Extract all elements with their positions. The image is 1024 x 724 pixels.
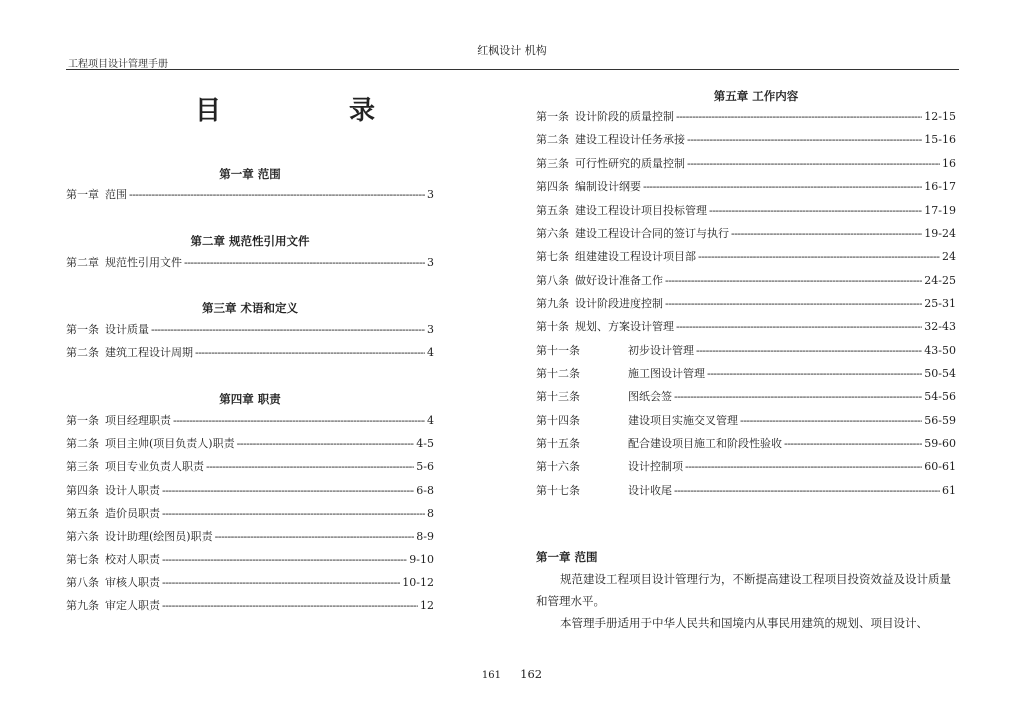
entry-number: 第八条 [66, 576, 99, 589]
entry-page: 8-9 [416, 530, 434, 543]
body-paragraph: 规范建设工程项目设计管理行为，不断提高建设工程项目投资效益及设计质量和管理水平。 [536, 572, 951, 608]
leader-dots [151, 322, 425, 338]
entry-number: 第二章 [66, 256, 99, 269]
toc-entry[interactable] [536, 319, 956, 335]
entry-page: 24-25 [924, 274, 956, 287]
entry-number: 第一章 [66, 188, 99, 201]
entry-number: 第十条 [536, 320, 569, 333]
entry-number: 第八条 [536, 274, 569, 287]
leader-dots [162, 552, 407, 568]
entry-title: 规范性引用文件 [105, 256, 182, 269]
entry-number: 第七条 [536, 250, 569, 263]
entry-page: 12-15 [924, 110, 956, 123]
leader-dots [162, 483, 414, 499]
entry-number: 第九条 [536, 297, 569, 310]
leader-dots [129, 187, 425, 203]
leader-dots [731, 226, 922, 242]
toc-entry[interactable] [66, 552, 434, 568]
chapter-heading: 第二章 规范性引用文件 [190, 234, 310, 248]
entry-number: 第九条 [66, 599, 99, 612]
toc-entry[interactable] [66, 483, 434, 499]
entry-title: 初步设计管理 [628, 344, 694, 357]
entry-page: 4 [427, 346, 434, 359]
entry-title: 组建建设工程设计项目部 [575, 250, 696, 263]
entry-number: 第十一条 [536, 344, 580, 357]
body-paragraph: 本管理手册适用于中华人民共和国境内从事民用建筑的规划、项目设计、 [560, 616, 928, 630]
entry-page: 3 [427, 188, 434, 201]
entry-title: 图纸会签 [628, 390, 672, 403]
entry-number: 第一条 [66, 323, 99, 336]
leader-dots [237, 436, 415, 452]
leader-dots [709, 203, 922, 219]
entry-page: 12 [420, 599, 434, 612]
entry-title: 建设工程设计项目投标管理 [575, 204, 707, 217]
leader-dots [215, 529, 415, 545]
toc-entry[interactable] [66, 413, 434, 429]
entry-number: 第十七条 [536, 484, 580, 497]
leader-dots [643, 179, 922, 195]
toc-entry[interactable] [536, 483, 956, 499]
chapter-heading: 第三章 术语和定义 [201, 301, 298, 315]
toc-heading [150, 90, 420, 127]
toc-entry[interactable] [536, 156, 956, 172]
entry-title: 配合建设项目施工和阶段性验收 [628, 437, 782, 450]
entry-page: 61 [942, 484, 956, 497]
entry-number: 第二条 [536, 133, 569, 146]
leader-dots [676, 109, 922, 125]
leader-dots [665, 273, 922, 289]
leader-dots [707, 366, 922, 382]
entry-title: 做好设计准备工作 [575, 274, 663, 287]
chapter-heading: 第四章 职责 [219, 392, 281, 406]
entry-title: 可行性研究的质量控制 [575, 157, 685, 170]
entry-title: 设计人职责 [105, 484, 160, 497]
leader-dots [685, 459, 922, 475]
entry-title: 审核人职责 [105, 576, 160, 589]
manual-title: 工程项目设计管理手册 [68, 59, 168, 70]
entry-number: 第十四条 [536, 414, 580, 427]
leader-dots [206, 459, 414, 475]
toc-entry[interactable] [536, 226, 956, 242]
toc-entry[interactable] [536, 249, 956, 265]
leader-dots [162, 598, 418, 614]
toc-entry[interactable] [66, 575, 434, 591]
leader-dots [687, 132, 922, 148]
entry-title: 编制设计纲要 [575, 180, 641, 193]
leader-dots [698, 249, 940, 265]
entry-number: 第十五条 [536, 437, 580, 450]
leader-dots [162, 506, 425, 522]
leader-dots [687, 156, 940, 172]
toc-entry[interactable] [536, 203, 956, 219]
toc-entry[interactable] [536, 366, 956, 382]
entry-title: 范围 [105, 188, 127, 201]
entry-page: 59-60 [924, 437, 956, 450]
toc-entry[interactable] [536, 459, 956, 475]
entry-page: 17-19 [924, 204, 956, 217]
toc-entry[interactable] [536, 273, 956, 289]
entry-title: 校对人职责 [105, 553, 160, 566]
entry-page: 10-12 [402, 576, 434, 589]
entry-number: 第五条 [66, 507, 99, 520]
toc-entry[interactable] [536, 179, 956, 195]
entry-number: 第一条 [536, 110, 569, 123]
entry-page: 19-24 [924, 227, 956, 240]
toc-entry[interactable] [536, 413, 956, 429]
toc-entry[interactable] [66, 598, 434, 614]
toc-entry[interactable] [66, 436, 434, 452]
entry-number: 第六条 [536, 227, 569, 240]
leader-dots [696, 343, 922, 359]
toc-entry[interactable] [66, 322, 434, 338]
body-chapter-heading: 第一章 范围 [536, 550, 598, 564]
page-numbers [0, 667, 1024, 681]
entry-page: 5-6 [416, 460, 434, 473]
entry-page: 9-10 [409, 553, 434, 566]
entry-title: 造价员职责 [105, 507, 160, 520]
toc-entry[interactable] [66, 506, 434, 522]
entry-page: 4-5 [416, 437, 434, 450]
toc-entry[interactable] [66, 187, 434, 203]
toc-entry[interactable] [536, 436, 956, 452]
header-rule [66, 69, 959, 70]
entry-title: 项目专业负责人职责 [105, 460, 204, 473]
page-number-right: 162 [520, 667, 543, 681]
entry-number: 第二条 [66, 346, 99, 359]
entry-title: 设计控制项 [628, 460, 683, 473]
leader-dots [665, 296, 922, 312]
entry-number: 第二条 [66, 437, 99, 450]
entry-number: 第四条 [536, 180, 569, 193]
entry-page: 8 [427, 507, 434, 520]
entry-title: 建设工程设计任务承接 [575, 133, 685, 146]
leader-dots [173, 413, 425, 429]
entry-number: 第三条 [536, 157, 569, 170]
entry-page: 6-8 [416, 484, 434, 497]
page-number-left: 161 [481, 670, 501, 681]
toc-entry[interactable] [66, 255, 434, 271]
entry-number: 第五条 [536, 204, 569, 217]
toc-entry[interactable] [536, 296, 956, 312]
chapter-heading: 第五章 工作内容 [713, 89, 799, 103]
entry-number: 第七条 [66, 553, 99, 566]
leader-dots [740, 413, 922, 429]
toc-entry[interactable] [536, 389, 956, 405]
entry-number: 第十三条 [536, 390, 580, 403]
entry-page: 16-17 [924, 180, 956, 193]
entry-page: 54-56 [924, 390, 956, 403]
toc-heading-char-1: 目 [195, 96, 222, 126]
toc-entry[interactable] [66, 529, 434, 545]
entry-title: 设计质量 [105, 323, 149, 336]
entry-page: 3 [427, 256, 434, 269]
entry-title: 施工图设计管理 [628, 367, 705, 380]
toc-entry[interactable] [536, 343, 956, 359]
entry-page: 25-31 [924, 297, 956, 310]
toc-heading-char-2: 录 [348, 96, 375, 126]
entry-page: 43-50 [924, 344, 956, 357]
toc-entry[interactable] [66, 345, 434, 361]
org-name: 红枫设计 机构 [477, 44, 547, 57]
entry-number: 第十二条 [536, 367, 580, 380]
entry-page: 15-16 [924, 133, 956, 146]
toc-entry[interactable] [66, 459, 434, 475]
entry-title: 项目主帅(项目负责人)职责 [105, 437, 235, 450]
entry-page: 56-59 [924, 414, 956, 427]
entry-title: 建设项目实施交叉管理 [628, 414, 738, 427]
entry-title: 规划、方案设计管理 [575, 320, 674, 333]
leader-dots [184, 255, 425, 271]
toc-entry[interactable] [536, 109, 956, 125]
entry-page: 60-61 [924, 460, 956, 473]
entry-page: 3 [427, 323, 434, 336]
entry-title: 审定人职责 [105, 599, 160, 612]
entry-page: 24 [942, 250, 956, 263]
entry-title: 项目经理职责 [105, 414, 171, 427]
entry-number: 第三条 [66, 460, 99, 473]
entry-number: 第六条 [66, 530, 99, 543]
toc-entry[interactable] [536, 132, 956, 148]
entry-page: 4 [427, 414, 434, 427]
leader-dots [674, 483, 940, 499]
chapter-heading: 第一章 范围 [219, 167, 281, 181]
entry-page: 32-43 [924, 320, 956, 333]
entry-number: 第十六条 [536, 460, 580, 473]
entry-number: 第四条 [66, 484, 99, 497]
entry-title: 设计收尾 [628, 484, 672, 497]
entry-title: 建设工程设计合同的签订与执行 [575, 227, 729, 240]
leader-dots [674, 389, 922, 405]
leader-dots [162, 575, 400, 591]
entry-title: 建筑工程设计周期 [105, 346, 193, 359]
entry-title: 设计助理(绘图员)职责 [105, 530, 213, 543]
entry-number: 第一条 [66, 414, 99, 427]
entry-title: 设计阶段的质量控制 [575, 110, 674, 123]
entry-title: 设计阶段进度控制 [575, 297, 663, 310]
leader-dots [784, 436, 922, 452]
entry-page: 50-54 [924, 367, 956, 380]
leader-dots [676, 319, 922, 335]
entry-page: 16 [942, 157, 956, 170]
leader-dots [195, 345, 425, 361]
